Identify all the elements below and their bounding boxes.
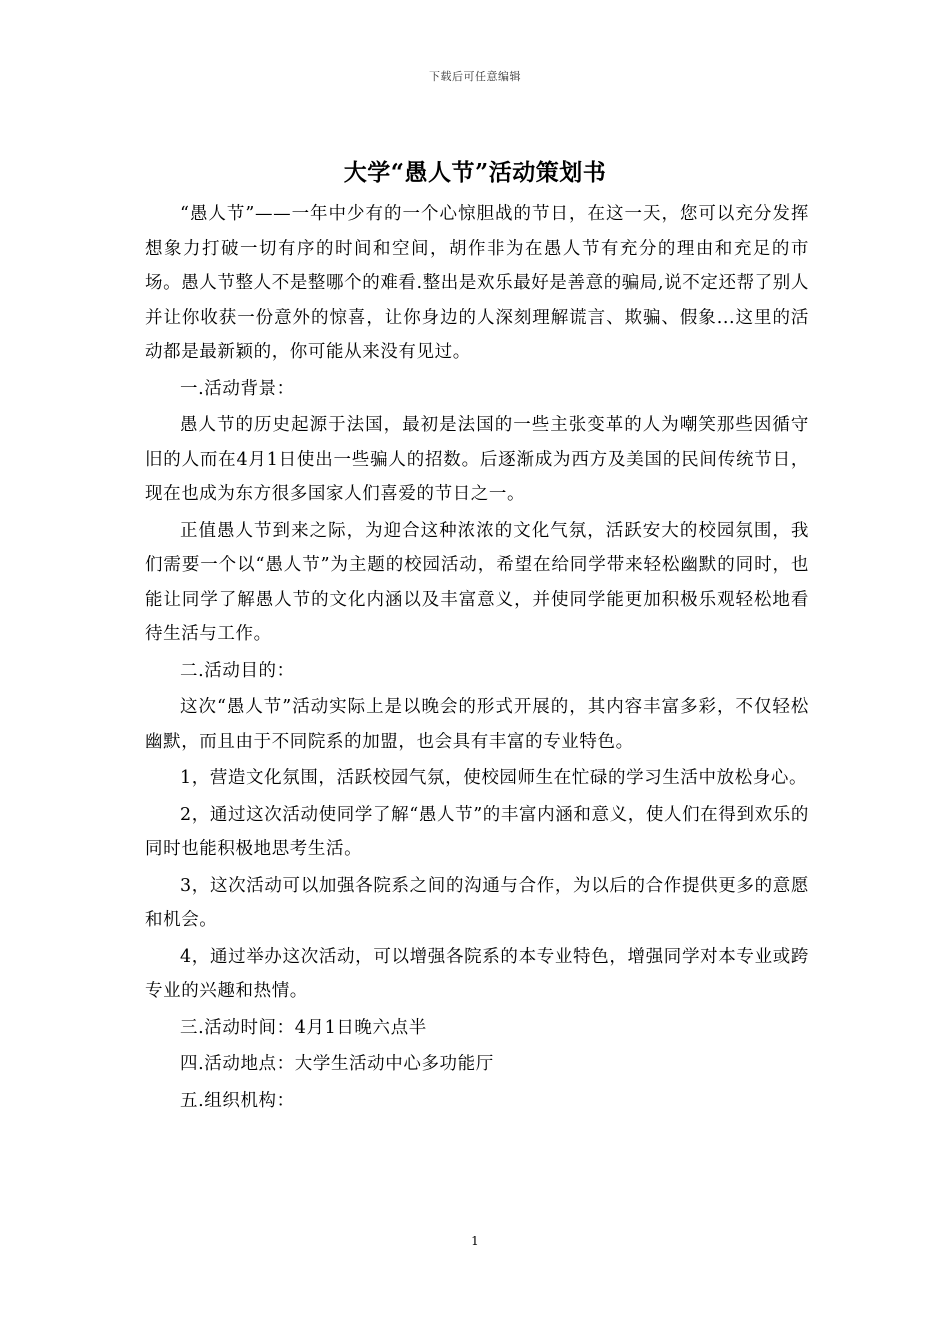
- page-header: 下载后可任意编辑: [429, 70, 521, 83]
- purpose-item-4: 4，通过举办这次活动，可以增强各院系的本专业特色，增强同学对本专业或跨专业的兴趣和热情。: [145, 946, 809, 1001]
- document-title: 大学“愚人节”活动策划书: [343, 159, 607, 186]
- intro-paragraph: “愚人节”——一年中少有的一个心惊胆战的节日，在这一天，您可以充分发挥想象力打破一切有序的时间和空间，胡作非为在愚人节有充分的理由和充足的市场。愚人节整人不是整哪个的难看.整出是欢乐最好是善意的骗局,说不定还帮了别人并让你收获一份意外的惊喜，让你身边的人深刻理解谎言、欺骗、假象...这里的活动都是最新颖的，你可能从来没有见过。: [145, 204, 809, 362]
- page-number: 1: [471, 1234, 479, 1248]
- purpose-item-1: 1，营造文化氛围，活跃校园气氛，使校园师生在忙碌的学习生活中放松身心。: [180, 768, 808, 788]
- purpose-paragraph: 这次“愚人节”活动实际上是以晚会的形式开展的，其内容丰富多彩，不仅轻松幽默，而且由于不同院系的加盟，也会具有丰富的专业特色。: [145, 697, 809, 752]
- section-organization: 五.组织机构：: [180, 1090, 295, 1111]
- section-time: 三.活动时间：4月1日晚六点半: [180, 1017, 427, 1038]
- section-heading-background: 一.活动背景：: [180, 378, 295, 399]
- background-paragraph-1: 愚人节的历史起源于法国，最初是法国的一些主张变革的人为嘲笑那些因循守旧的人而在4月1日使出一些骗人的招数。后逐渐成为西方及美国的民间传统节日，现在也成为东方很多国家人们喜爱的节日之一。: [145, 415, 809, 504]
- purpose-item-2: 2，通过这次活动使同学了解“愚人节”的丰富内涵和意义，使人们在得到欢乐的同时也能积极地思考生活。: [145, 804, 809, 859]
- purpose-item-3: 3，这次活动可以加强各院系之间的沟通与合作，为以后的合作提供更多的意愿和机会。: [145, 875, 809, 930]
- background-paragraph-2: 正值愚人节到来之际，为迎合这种浓浓的文化气氛，活跃安大的校园氛围，我们需要一个以“愚人节”为主题的校园活动，希望在给同学带来轻松幽默的同时，也能让同学了解愚人节的文化内涵以及丰富意义，并使同学能更加积极乐观轻松地看待生活与工作。: [145, 520, 809, 644]
- section-location: 四.活动地点：大学生活动中心多功能厅: [180, 1054, 494, 1074]
- document-body: [145, 197, 809, 1120]
- section-heading-purpose: 二.活动目的：: [180, 660, 295, 681]
